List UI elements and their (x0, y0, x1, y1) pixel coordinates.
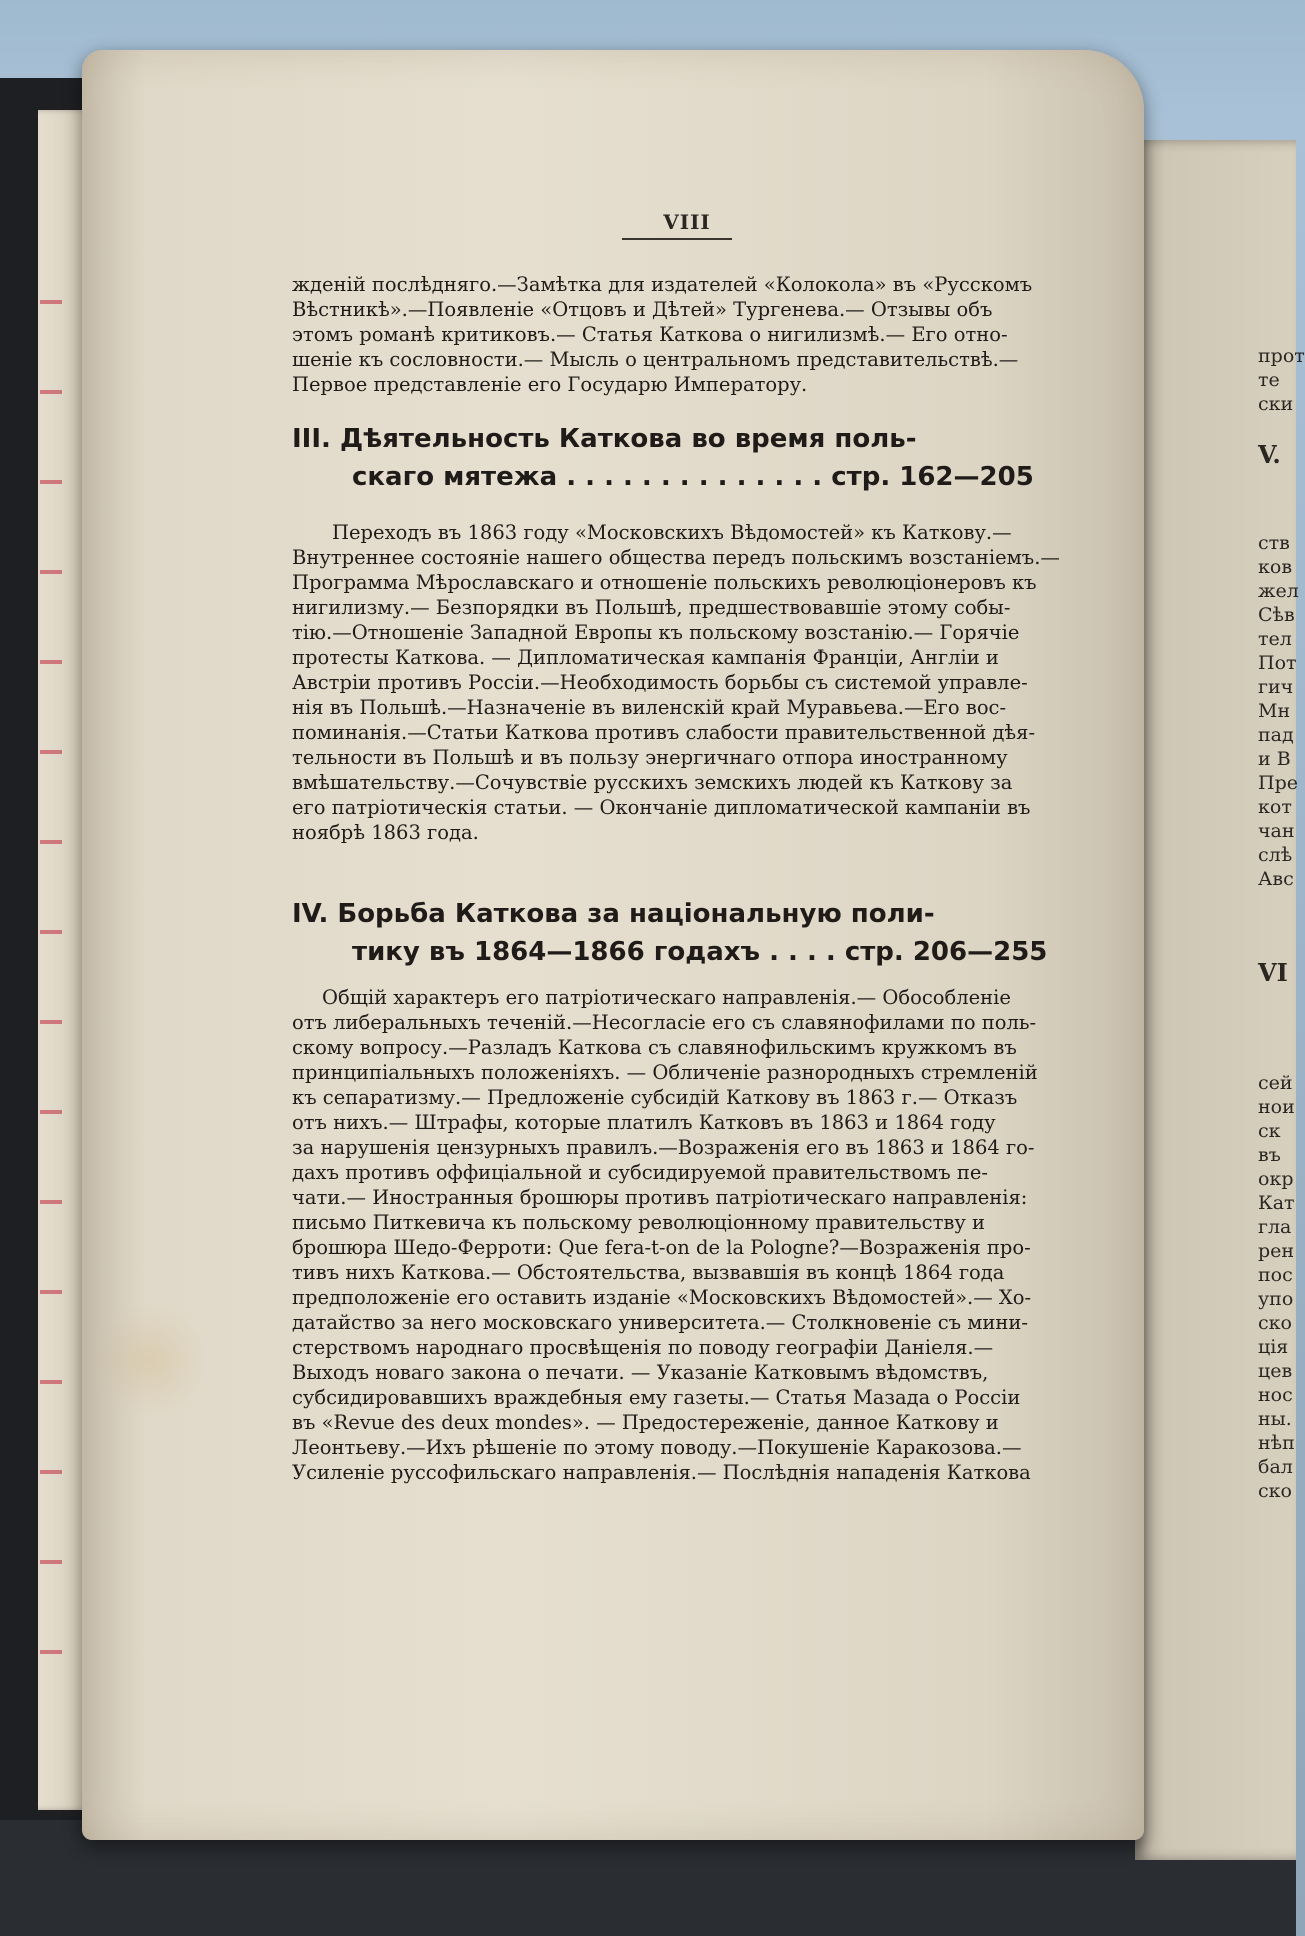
adjacent-text-fragment: въ (1258, 1144, 1281, 1166)
text-line: Вѣстникѣ».—Появленіе «Отцовъ и Дѣтей» Тургенева.— Отзывы объ (292, 298, 993, 321)
adjacent-text-fragment: ны. (1258, 1408, 1292, 1430)
adjacent-text-fragment: чан (1258, 820, 1295, 842)
adjacent-text-fragment: нос (1258, 1384, 1293, 1406)
text-line: Общій характеръ его патріотическаго направленія.— Обособленіе (322, 986, 1011, 1009)
adjacent-text-fragment: ков (1258, 556, 1293, 578)
text-line: письмо Питкевича къ польскому революціонному правительству и (292, 1211, 986, 1234)
text-line: стерствомъ народнаго просвѣщенія по поводу географіи Даніеля.— (292, 1336, 994, 1359)
text-line: принципіальныхъ положеніяхъ. — Обличеніе разнородныхъ стремленій (292, 1061, 1038, 1084)
text-line: Усиленіе руссофильскаго направленія.— Послѣднія нападенія Каткова (292, 1461, 1031, 1484)
adjacent-text-fragment: Сѣв (1258, 604, 1295, 626)
red-edge-marks (40, 260, 62, 1660)
adjacent-text-fragment: цев (1258, 1360, 1293, 1382)
text-line: нія въ Польшѣ.—Назначеніе въ виленскій край Муравьева.—Его вос- (292, 696, 1007, 719)
heading-line: IV. Борьба Каткова за національную поли- (292, 899, 935, 929)
intro-paragraph (292, 272, 1074, 397)
text-line: Леонтьеву.—Ихъ рѣшеніе по этому поводу.—Покушеніе Каракозова.— (292, 1436, 1022, 1459)
text-line: брошюра Шедо-Ферроти: Que fera-t-on de la Pologne?—Возраженія про- (292, 1236, 1031, 1259)
adjacent-text-fragment: нои (1258, 1096, 1295, 1118)
adjacent-heading: V. (1258, 440, 1281, 469)
text-line: Программа Мѣрославскаго и отношеніе польскихъ революціонеровъ къ (292, 571, 1037, 594)
adjacent-text-fragment: пад (1258, 724, 1294, 746)
adjacent-text-fragment: ск (1258, 1120, 1281, 1142)
text-line: отъ либеральныхъ теченій.—Несогласіе его съ славянофилами по поль- (292, 1011, 1037, 1034)
text-line: шеніе къ сословности.— Мысль о центральномъ представительствѣ.— (292, 348, 1019, 371)
heading-line: скаго мятежа . . . . . . . . . . . . . . стр. 162—205 (352, 462, 1034, 492)
text-line: Выходъ новаго закона о печати. — Указаніе Катковымъ вѣдомствъ, (292, 1361, 989, 1384)
text-line: тію.—Отношеніе Западной Европы къ польскому возстанію.— Горячіе (292, 621, 1020, 644)
adjacent-text-fragment: пос (1258, 1264, 1293, 1286)
adjacent-text-fragment: кот (1258, 796, 1292, 818)
page-number: VIII (663, 210, 711, 234)
text-line: протесты Каткова. — Дипломатическая кампанія Франціи, Англіи и (292, 646, 999, 669)
adjacent-text-fragment: ски (1258, 393, 1294, 415)
text-line: этомъ романѣ критиковъ.— Статья Каткова о нигилизмѣ.— Его отно- (292, 323, 1008, 346)
adjacent-heading: VI (1258, 958, 1288, 987)
text-line: датайство за него московскаго университета.— Столкновеніе съ мини- (292, 1311, 1028, 1334)
adjacent-text-fragment: Авс (1258, 868, 1294, 890)
text-line: чати.— Иностранныя брошюры противъ патріотическаго направленія: (292, 1186, 1028, 1209)
paper-stain (95, 1300, 205, 1420)
adjacent-text-fragment: жел (1258, 580, 1299, 602)
adjacent-text-fragment: гич (1258, 676, 1294, 698)
text-line: Австріи противъ Россіи.—Необходимость борьбы съ системой управле- (292, 671, 1028, 694)
text-line: жденій послѣдняго.—Замѣтка для издателей «Колокола» въ «Русскомъ (292, 273, 1033, 296)
text-line: нигилизму.— Безпорядки въ Польшѣ, предшествовавшіе этому собы- (292, 596, 1011, 619)
text-line: въ «Revue des deux mondes». — Предостереженіе, данное Каткову и (292, 1411, 999, 1434)
text-line: субсидировавшихъ враждебныя ему газеты.— Статья Мазада о Россіи (292, 1386, 1021, 1409)
section-3-summary (292, 520, 1074, 845)
adjacent-text-fragment: Пот (1258, 652, 1297, 674)
adjacent-text-fragment: рен (1258, 1240, 1295, 1262)
adjacent-text-fragment: те (1258, 369, 1280, 391)
adjacent-text-fragment: Пре (1258, 772, 1298, 794)
text-line: его патріотическія статьи. — Окончаніе дипломатической кампаніи въ (292, 796, 1031, 819)
section-4-heading (292, 895, 1074, 971)
adjacent-text-fragment: окр (1258, 1168, 1294, 1190)
adjacent-text-fragment: ція (1258, 1336, 1289, 1358)
page-number-rule (622, 238, 732, 240)
text-line: ноябрѣ 1863 года. (292, 821, 479, 844)
section-4-summary (292, 985, 1074, 1485)
text-line: скому вопросу.—Разладъ Каткова съ славянофильскимъ кружкомъ въ (292, 1036, 1017, 1059)
adjacent-text-fragment: бал (1258, 1456, 1293, 1478)
adjacent-text-fragment: тел (1258, 628, 1292, 650)
text-line: дахъ противъ оффиціальной и субсидируемой правительствомъ пе- (292, 1161, 989, 1184)
section-3-heading (292, 420, 1074, 496)
text-line: поминанія.—Статьи Каткова противъ слабости правительственной дѣя- (292, 721, 1036, 744)
adjacent-text-fragment: ско (1258, 1480, 1292, 1502)
adjacent-text-fragment: ско (1258, 1312, 1292, 1334)
adjacent-text-fragment: ств (1258, 532, 1290, 554)
adjacent-text-fragment: гла (1258, 1216, 1292, 1238)
text-line: за нарушенія цензурныхъ правилъ.—Возраженія его въ 1863 и 1864 го- (292, 1136, 1035, 1159)
adjacent-text-fragment: нѣп (1258, 1432, 1295, 1454)
text-line: къ сепаратизму.— Предложеніе субсидій Каткову въ 1863 г.— Отказъ (292, 1086, 1018, 1109)
adjacent-text-fragment: и В (1258, 748, 1291, 770)
heading-line: тику въ 1864—1866 годахъ . . . . стр. 206—255 (352, 937, 1048, 967)
adjacent-text-fragment: Мн (1258, 700, 1291, 722)
heading-line: III. Дѣятельность Каткова во время поль- (292, 424, 917, 454)
text-line: вмѣшательству.—Сочувствіе русскихъ земскихъ людей къ Каткову за (292, 771, 1013, 794)
adjacent-text-fragment: слѣ (1258, 844, 1293, 866)
text-line: Первое представленіе его Государю Императору. (292, 373, 808, 396)
text-line: тивъ нихъ Каткова.— Обстоятельства, вызвавшія въ концѣ 1864 года (292, 1261, 1005, 1284)
text-line: Внутреннее состояніе нашего общества передъ польскимъ возстаніемъ.— (292, 546, 1060, 569)
text-line: тельности въ Польшѣ и въ пользу энергичнаго отпора иностранному (292, 746, 1008, 769)
adjacent-text-fragment: упо (1258, 1288, 1294, 1310)
adjacent-text-fragment: Кат (1258, 1192, 1295, 1214)
text-line: Переходъ въ 1863 году «Московскихъ Вѣдомостей» къ Каткову.— (332, 521, 1012, 544)
text-line: предположеніе его оставить изданіе «Московскихъ Вѣдомостей».— Хо- (292, 1286, 1032, 1309)
adjacent-text-fragment: сей (1258, 1072, 1293, 1094)
text-line: отъ нихъ.— Штрафы, которые платилъ Катковъ въ 1863 и 1864 году (292, 1111, 996, 1134)
adjacent-text-fragment: прот (1258, 345, 1305, 367)
